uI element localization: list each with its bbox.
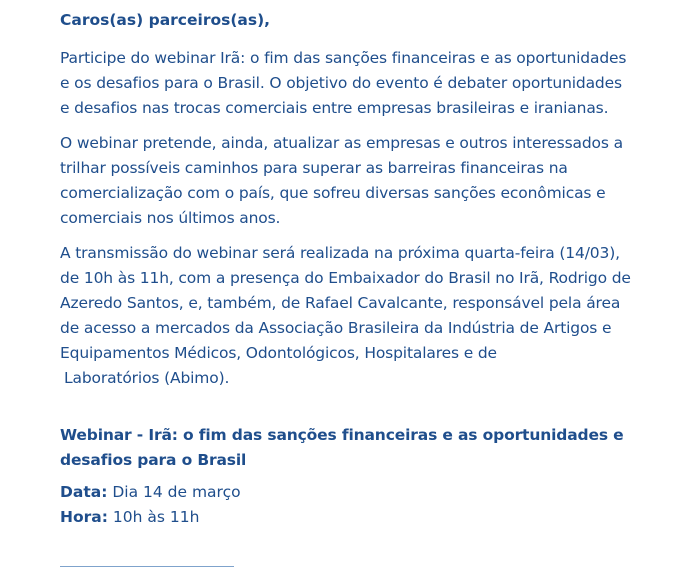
greeting: Caros(as) parceiros(as),	[60, 11, 271, 29]
event-time	[60, 505, 640, 530]
paragraph-line: de acesso a mercados da Associação Brasileira da Indústria de Artigos e	[60, 319, 612, 337]
event-title-line: Webinar - Irã: o fim das sanções financeiras e as oportunidades e	[60, 426, 624, 444]
event-date-value: Dia 14 de março	[112, 483, 241, 501]
event-title-line: desafios para o Brasil	[60, 451, 247, 469]
paragraph-line: trilhar possíveis caminhos para superar as barreiras financeiras na	[60, 159, 568, 177]
paragraph-line: O webinar pretende, ainda, atualizar as empresas e outros interessados a	[60, 134, 623, 152]
paragraph-line: e desafios nas trocas comerciais entre empresas brasileiras e iranianas.	[60, 99, 609, 117]
paragraph-line: de 10h às 11h, com a presença do Embaixador do Brasil no Irã, Rodrigo de	[60, 269, 631, 287]
paragraph-line: Azeredo Santos, e, também, de Rafael Cavalcante, responsável pela área	[60, 294, 621, 312]
paragraph-line: Participe do webinar Irã: o fim das sanções financeiras e as oportunidades	[60, 49, 627, 67]
event-title	[60, 423, 640, 473]
paragraph-intro	[60, 46, 640, 121]
email-body	[60, 8, 640, 530]
paragraph-line: comerciais nos últimos anos.	[60, 209, 281, 227]
event-time-label: Hora:	[60, 508, 108, 526]
divider	[60, 566, 234, 567]
paragraph-line: Laboratórios (Abimo).	[64, 369, 230, 387]
event-time-value: 10h às 11h	[112, 508, 200, 526]
event-date	[60, 480, 640, 505]
paragraph-line: e os desafios para o Brasil. O objetivo do evento é debater oportunidades	[60, 74, 622, 92]
paragraph-purpose	[60, 131, 640, 231]
paragraph-line: comercialização com o país, que sofreu diversas sanções econômicas e	[60, 184, 606, 202]
paragraph-line: A transmissão do webinar será realizada na próxima quarta-feira (14/03),	[60, 244, 620, 262]
paragraph-transmission	[60, 241, 640, 391]
event-date-label: Data:	[60, 483, 108, 501]
paragraph-line: Equipamentos Médicos, Odontológicos, Hospitalares e de	[60, 344, 497, 362]
